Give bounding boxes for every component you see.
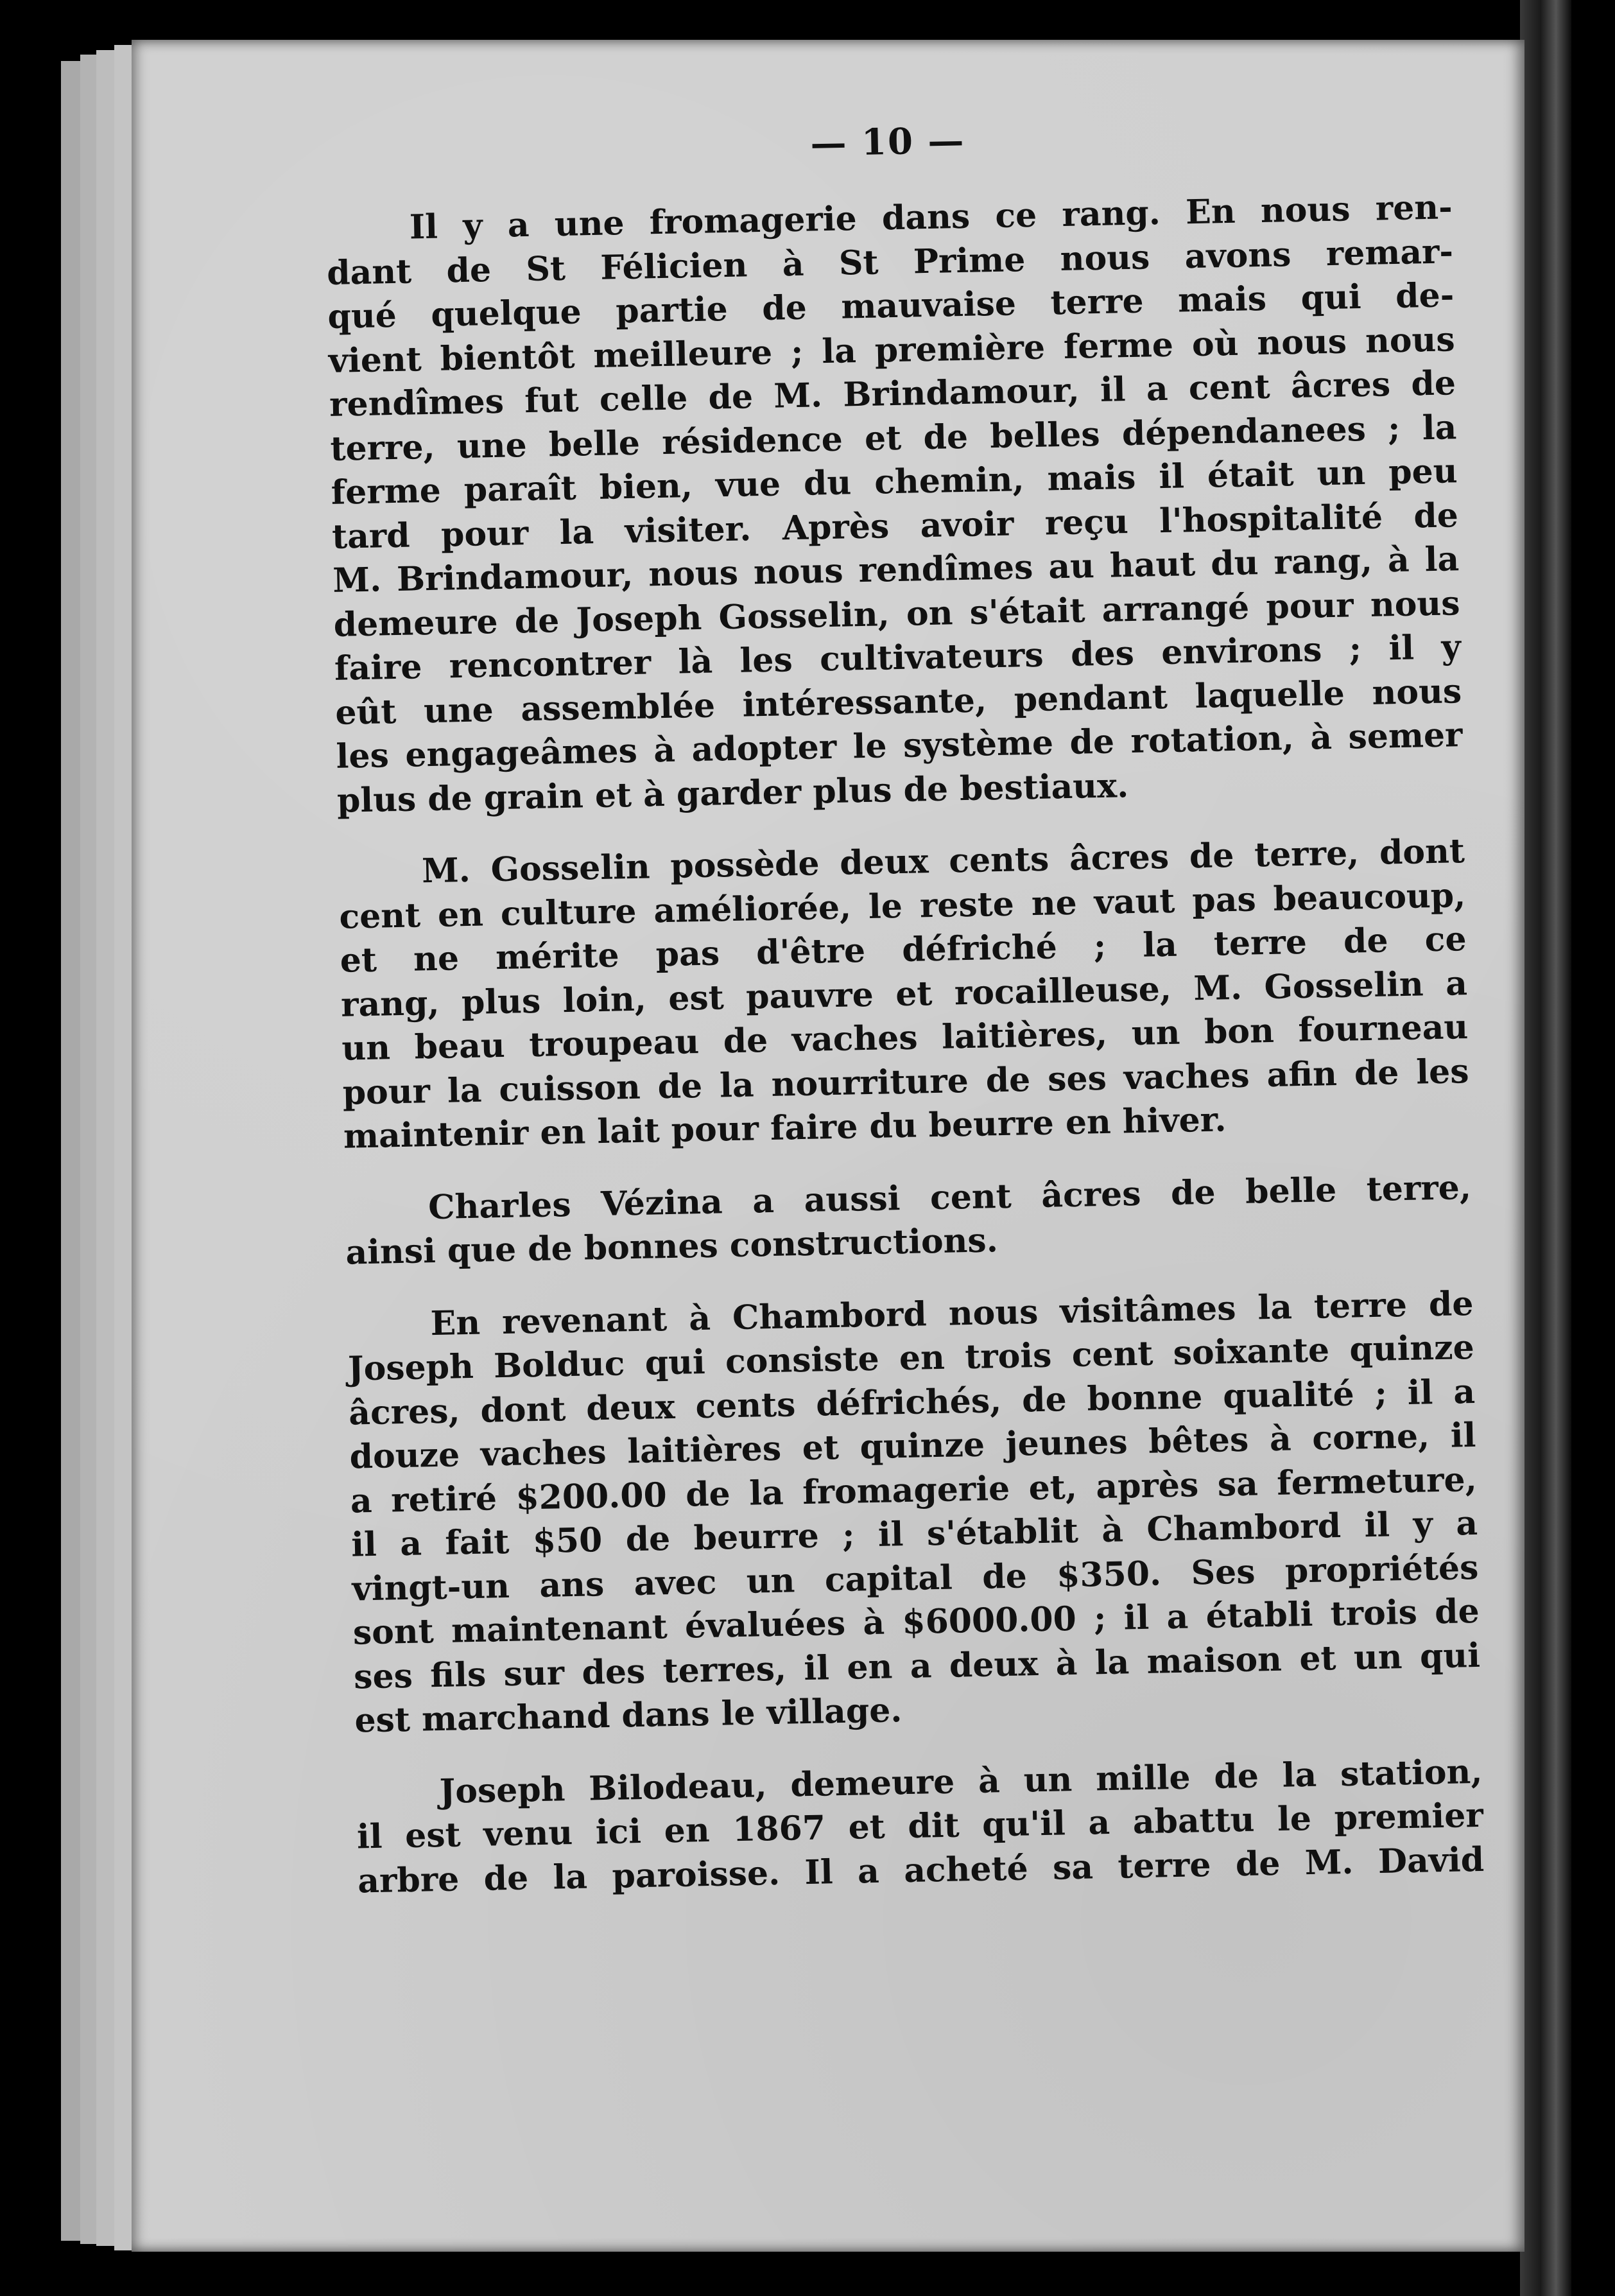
page-number: — 10 —: [809, 119, 966, 165]
text-line: rang, plus loin, est pauvre et rocailleuse, M. Gosselin a: [340, 963, 1468, 1025]
text-line: Il y a une fromagerie dans ce rang. En nous ren-: [409, 187, 1453, 247]
text-line: faire rencontrer là les cultivateurs des environs ; il y: [334, 627, 1462, 688]
text-line: et ne mérite pas d'être défriché ; la terre de ce: [340, 919, 1467, 980]
text-line: Joseph Bolduc qui consiste en trois cent soixante quinze: [347, 1327, 1475, 1389]
text-line: douze vaches laitières et quinze jeunes bêtes à corne, il: [349, 1415, 1476, 1477]
text-line: qué quelque partie de mauvaise terre mais qui de-: [327, 275, 1455, 336]
paragraph: [345, 1166, 1472, 1276]
text-line: pour la cuisson de la nourriture de ses vaches afin de les: [342, 1051, 1470, 1113]
paragraph: [356, 1750, 1485, 1903]
text-line: a retiré $200.00 de la fromagerie et, après sa fermeture,: [350, 1459, 1478, 1521]
text-line: En revenant à Chambord nous visitâmes la terre de: [430, 1283, 1474, 1343]
text-line: sont maintenant évaluées à $6000.00 ; il a établi trois de: [352, 1591, 1480, 1653]
text-line: vingt-un ans avec un capital de $350. Ses propriétés: [351, 1547, 1479, 1609]
text-line: demeure de Joseph Gosselin, on s'était arrangé pour nous: [333, 583, 1461, 645]
text-line: ainsi que de bonnes constructions.: [345, 1221, 999, 1273]
text-line: vient bientôt meilleure ; la première ferme où nous nous: [328, 319, 1456, 381]
text-line: les engageâmes à adopter le système de rotation, à semer: [336, 715, 1463, 776]
text-line: dant de St Félicien à St Prime nous avons remar-: [326, 231, 1454, 293]
text-line: ses fils sur des terres, il en a deux à la maison et un qui: [353, 1635, 1481, 1697]
text-line: arbre de la paroisse. Il a acheté sa terre de M. David: [357, 1839, 1485, 1900]
text-line: tard pour la visiter. Après avoir reçu l'hospitalité de: [331, 495, 1459, 557]
text-line: terre, une belle résidence et de belles dépendanees ; la: [329, 407, 1457, 469]
page-text: [324, 110, 1485, 1931]
text-line: Charles Vézina a aussi cent âcres de belle terre,: [428, 1167, 1472, 1227]
text-line: rendîmes fut celle de M. Brindamour, il a cent âcres de: [329, 363, 1456, 424]
text-line: M. Brindamour, nous nous rendîmes au haut du rang, à la: [332, 539, 1460, 600]
text-line: M. Gosselin possède deux cents âcres de terre, dont: [421, 831, 1465, 891]
text-line: âcres, dont deux cents défrichés, de bonne qualité ; il a: [348, 1371, 1476, 1433]
text-line: il a fait $50 de beurre ; il s'établit à Chambord il y a: [350, 1503, 1478, 1565]
book-binding: [1520, 0, 1571, 2296]
text-line: maintenir en lait pour faire du beurre en hiver.: [343, 1100, 1227, 1156]
paragraph: [338, 830, 1471, 1159]
paragraph: [347, 1282, 1481, 1743]
text-line: un beau troupeau de vaches laitières, un bon fourneau: [341, 1007, 1469, 1068]
text-line: il est venu ici en 1867 et dit qu'il a abattu le premier: [356, 1795, 1484, 1857]
text-line: ferme paraît bien, vue du chemin, mais il était un peu: [331, 451, 1458, 512]
text-line: est marchand dans le village.: [354, 1691, 902, 1741]
text-line: Joseph Bilodeau, demeure à un mille de la station,: [439, 1752, 1483, 1811]
paragraph: [325, 186, 1464, 823]
text-line: cent en culture améliorée, le reste ne vaut pas beaucoup,: [338, 875, 1466, 937]
text-line: plus de grain et à garder plus de bestiaux.: [336, 765, 1129, 821]
text-line: eût une assemblée intéressante, pendant laquelle nous: [334, 671, 1462, 733]
